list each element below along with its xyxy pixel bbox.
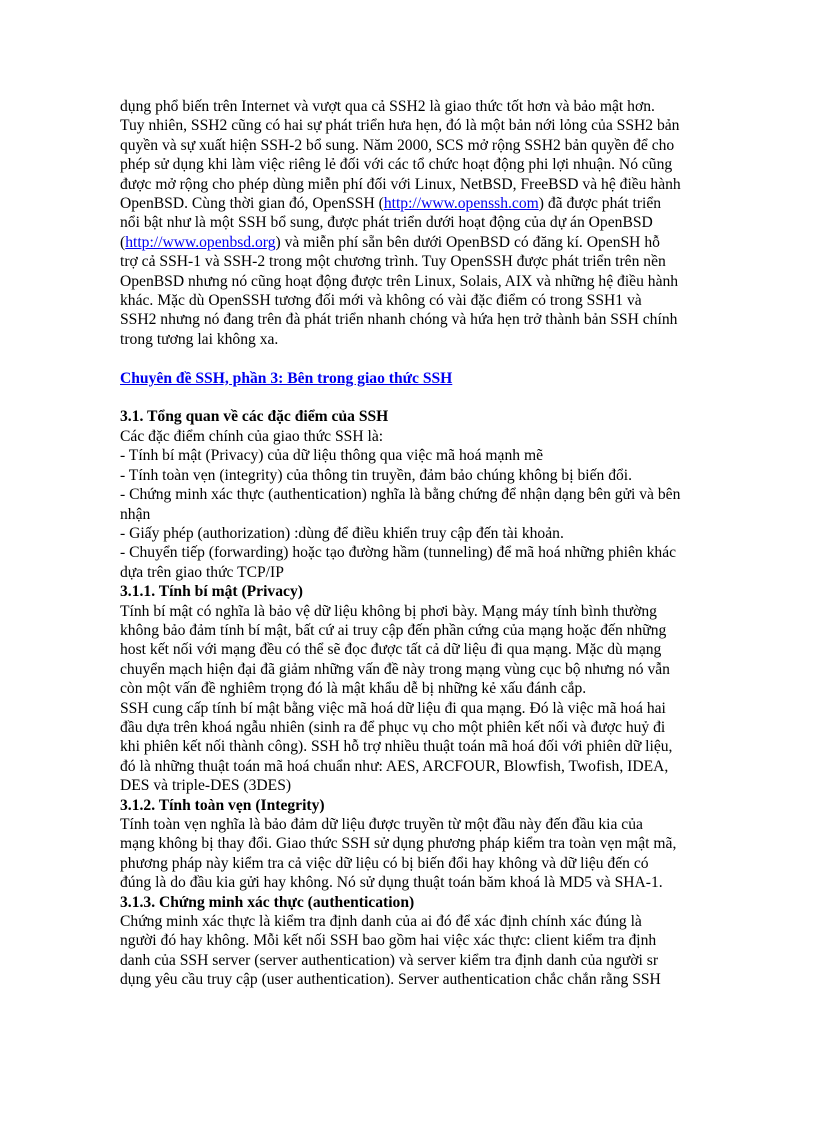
text-line: trợ cả SSH-1 và SSH-2 trong một chương trình. Tuy OpenSSH được phát triển trên nền: [120, 253, 666, 271]
section-3-1-1: [120, 582, 700, 795]
intro-paragraph: [120, 97, 700, 349]
text-fragment: OpenBSD. Cùng thời gian đó, OpenSSH (: [120, 195, 384, 213]
section-title: 3.1.3. Chứng minh xác thực (authentication): [120, 893, 415, 911]
section-title: 3.1.2. Tính toàn vẹn (Integrity): [120, 796, 325, 814]
text-line: dụng phổ biến trên Internet và vượt qua cả SSH2 là giao thức tốt hơn và bảo mật hơn.: [120, 98, 655, 115]
text-fragment: ) đã được phát triển: [538, 195, 662, 213]
text-line: DES và triple-DES (3DES): [120, 777, 292, 795]
text-line: host kết nối với mạng đều có thể sẽ đọc được tất cả dữ liệu đi qua mạng. Mặc dù mạng: [120, 641, 662, 659]
text-line: OpenBSD nhưng nó cũng hoạt động được trên Linux, Solais, AIX và những hệ điều hành: [120, 272, 679, 290]
text-line: không bảo đảm tính bí mật, bất cứ ai truy cập đến phần cứng của mạng hoặc đến những: [120, 621, 667, 639]
chapter-heading-link[interactable]: Chuyên đề SSH, phần 3: Bên trong giao thức SSH: [120, 369, 453, 387]
text-line: đúng là do đầu kia gửi hay không. Nó sử dụng thuật toán băm khoá là MD5 và SHA-1.: [120, 874, 663, 892]
text-fragment: ) và miễn phí sẵn bên dưới OpenBSD có đăng kí. OpenSH hỗ: [275, 233, 660, 251]
text-line: Tính bí mật có nghĩa là bảo vệ dữ liệu không bị phơi bày. Mạng máy tính bình thường: [120, 602, 657, 620]
section-title: 3.1.1. Tính bí mật (Privacy): [120, 583, 303, 601]
document-page: [120, 97, 700, 990]
text-line: [120, 194, 700, 213]
text-line: được mở rộng cho phép dùng miễn phí đối với Linux, NetBSD, FreeBSD và hệ điều hành: [120, 175, 681, 193]
text-line: chuyển mạch hiện đại đã giảm những vấn đề này trong mạng vùng cục bộ nhưng nó vẫn: [120, 660, 670, 678]
section-3-1: [120, 407, 700, 582]
section-3-1-3: [120, 893, 700, 990]
text-line: dụng yêu cầu truy cập (user authentication). Server authentication chắc chắn rằng SSH: [120, 971, 661, 989]
text-line: trong tương lai không xa.: [120, 330, 279, 348]
text-line: - Chứng minh xác thực (authentication) nghĩa là bằng chứng để nhận dạng bên gửi và bên: [120, 486, 681, 504]
text-line: SSH2 nhưng nó đang trên đà phát triển nhanh chóng và hứa hẹn trở thành bản SSH chính: [120, 311, 678, 329]
text-line: phép sử dụng khi làm việc riêng lẻ đối với các tổ chức hoạt động phi lợi nhuận. Nó cũng: [120, 156, 673, 174]
text-line: Tính toàn vẹn nghĩa là bảo đảm dữ liệu được truyền từ một đầu này đến đầu kia của: [120, 816, 643, 833]
text-fragment: (: [120, 233, 126, 251]
openssh-link[interactable]: http://www.openssh.com: [383, 195, 539, 213]
text-line: khi phiên kết nối thành công). SSH hỗ trợ nhiều thuật toán mã hoá đối với phiên dữ liệu,: [120, 738, 673, 756]
text-line: nhận: [120, 505, 151, 523]
text-line: nổi bật như là một SSH bổ sung, được phát triển dưới hoạt động của dự án OpenBSD: [120, 214, 653, 232]
text-line: - Tính toàn vẹn (integrity) của thông tin truyền, đảm bảo chúng không bị biến đổi.: [120, 466, 633, 484]
text-line: đầu dựa trên khoá ngẫu nhiên (sinh ra để phục vụ cho một phiên kết nối và được huỷ đi: [120, 718, 666, 736]
text-line: phương pháp này kiểm tra cả việc dữ liệu có bị biến đổi hay không và dữ liệu đến có: [120, 854, 649, 872]
text-line: quyền và sự xuất hiện SSH-2 bổ sung. Năm 2000, SCS mở rộng SSH2 bản quyền để cho: [120, 136, 675, 154]
text-line: mạng không bị thay đổi. Giao thức SSH sử dụng phương pháp kiểm tra toàn vẹn mật mã,: [120, 835, 677, 853]
text-line: Tuy nhiên, SSH2 cũng có hai sự phát triển hưa hẹn, đó là một bản nới lỏng của SSH2 bản: [120, 117, 680, 135]
text-line: khác. Mặc dù OpenSSH tương đối mới và không có vài đặc điểm có trong SSH1 và: [120, 292, 642, 310]
text-line: dựa trên giao thức TCP/IP: [120, 563, 284, 581]
section-title: 3.1. Tổng quan về các đặc điểm của SSH: [120, 408, 389, 426]
text-line: đó là những thuật toán mã hoá chuẩn như: AES, ARCFOUR, Blowfish, Twofish, IDEA,: [120, 757, 669, 775]
text-line: Các đặc điểm chính của giao thức SSH là:: [120, 427, 384, 445]
text-line: danh của SSH server (server authentication) và server kiểm tra định danh của người sr: [120, 951, 659, 969]
text-line: - Tính bí mật (Privacy) của dữ liệu thông qua việc mã hoá mạnh mẽ: [120, 447, 544, 465]
text-line: [120, 233, 700, 252]
section-3-1-2: [120, 796, 700, 893]
text-line: - Chuyển tiếp (forwarding) hoặc tạo đường hầm (tunneling) để mã hoá những phiên khác: [120, 544, 677, 562]
openbsd-link[interactable]: http://www.openbsd.org: [125, 233, 276, 251]
text-line: SSH cung cấp tính bí mật bằng việc mã hoá dữ liệu đi qua mạng. Đó là việc mã hoá hai: [120, 699, 666, 717]
text-line: người đó hay không. Mỗi kết nối SSH bao gồm hai việc xác thực: client kiểm tra định: [120, 932, 657, 950]
text-line: Chứng minh xác thực là kiểm tra định danh của ai đó để xác định chính xác đúng là: [120, 913, 642, 931]
text-line: còn một vấn đề nghiêm trọng đó là mật khẩu dễ bị những kẻ xấu đánh cắp.: [120, 680, 587, 698]
text-line: - Giấy phép (authorization) :dùng để điều khiển truy cập đến tài khoản.: [120, 524, 564, 542]
